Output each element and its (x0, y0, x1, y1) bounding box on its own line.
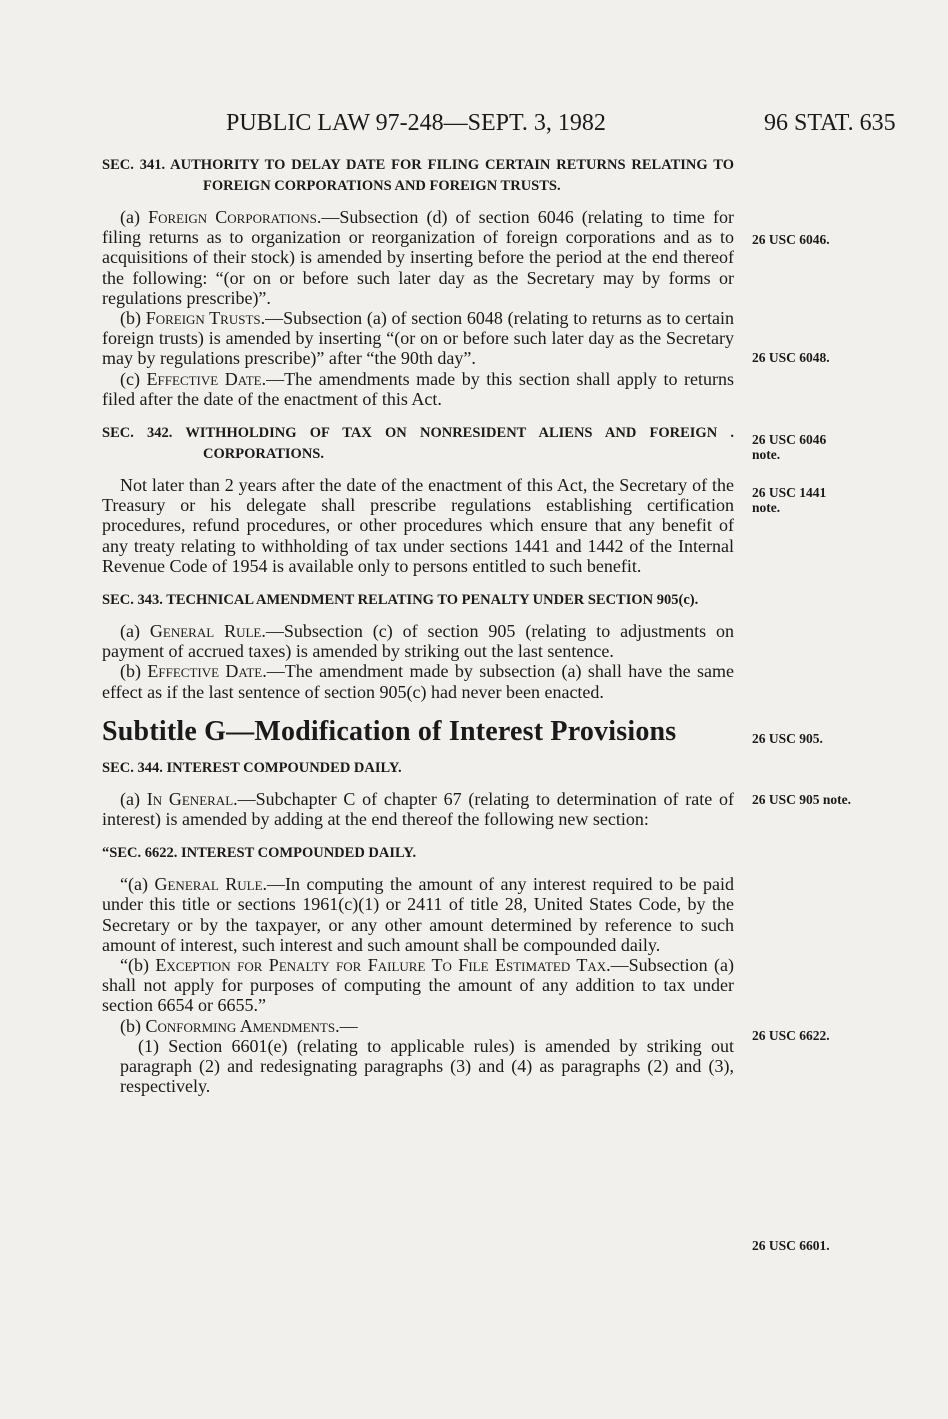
margin-note-26-usc-6048: 26 USC 6048. (752, 350, 830, 365)
page-header-title: PUBLIC LAW 97-248—SEPT. 3, 1982 (226, 110, 606, 136)
sec-341-c: (c) Effective Date.—The amendments made by this section shall apply to returns filed after the date of the enactment of this Act. (102, 368, 735, 409)
sec-343-b: (b) Effective Date.—The amendment made by subsection (a) shall have the same effect as if the last sentence of section 905(c) had never been enacted. (102, 661, 734, 702)
sec-343-heading: SEC. 343. TECHNICAL AMENDMENT RELATING TO PENALTY UNDER SECTION 905(c). (102, 592, 699, 609)
sec-341-a: (a) Foreign Corporations.—Subsection (d) of section 6046 (relating to time for filing returns as to organization or reorganization of foreign corporations and as to acquisitions of their stock) is amended by inserting before the period at the end thereof the following: “(or on or before such later day as the Secretary may by forms or regulations prescribe)”. (102, 207, 735, 308)
margin-note-26-usc-6046-note: 26 USC 6046 note. (752, 432, 827, 462)
sec-344-heading: SEC. 344. INTEREST COMPOUNDED DAILY. (102, 759, 402, 776)
margin-note-26-usc-6601: 26 USC 6601. (752, 1238, 830, 1253)
subtitle-g-heading: Subtitle G—Modification of Interest Provisions (102, 715, 677, 747)
margin-note-26-usc-1441-note: 26 USC 1441 note. (752, 485, 827, 515)
sec-344-a: (a) In General.—Subchapter C of chapter 67 (relating to determination of rate of interest) is amended by adding at the end thereof the following new section: (102, 788, 734, 830)
sec-6622-heading: “SEC. 6622. INTEREST COMPOUNDED DAILY. (102, 845, 417, 862)
sec-341-heading: SEC. 341. AUTHORITY TO DELAY DATE FOR FILING CERTAIN RETURNS RELATING TO FOREIGN CORPORATIONS AND FOREIGN TRUSTS. (102, 157, 734, 194)
main-text-column (102, 155, 734, 1097)
sec-343-a: (a) General Rule.—Subsection (c) of section 905 (relating to adjustments on payment of accrued taxes) is amended by striking out the last sentence. (102, 621, 734, 662)
sec-6622-a: “(a) General Rule.—In computing the amount of any interest required to be paid under this title or sections 1961(c)(1) or 2411 of title 28, United States Code, by the Secretary or by the taxpayer, or any other amount determined by reference to such amount of interest, such interest and such amount shall be compounded daily. (102, 874, 735, 955)
margin-note-26-usc-905-note: 26 USC 905 note. (752, 792, 852, 807)
page-header-stat: 96 STAT. 635 (764, 110, 896, 136)
sec-6622-b: “(b) Exception for Penalty for Failure To File Estimated Tax.—Subsection (a) shall not apply for purposes of computing the amount of any addition to tax under section 6654 or 6655.” (102, 955, 734, 1016)
sec-344-b: (b) Conforming Amendments.— (120, 1015, 358, 1036)
sec-341-b: (b) Foreign Trusts.—Subsection (a) of section 6048 (relating to returns as to certain foreign trusts) is amended by inserting “(or on or before such later day as the Secretary may by regulations prescribe)” after “the 90th day”. (102, 308, 734, 369)
sec-342-heading: SEC. 342. WITHHOLDING OF TAX ON NONRESIDENT ALIENS AND FOREIGN . CORPORATIONS. (102, 425, 734, 463)
sec-342-body: Not later than 2 years after the date of the enactment of this Act, the Secretary of the Treasury or his delegate shall prescribe regulations establishing certification procedures, refund procedures, or other procedures which ensure that any benefit of any treaty relating to withholding of tax under sections 1441 and 1442 of the Internal Revenue Code of 1954 is available only to persons entitled to such benefit. (102, 475, 734, 576)
margin-note-26-usc-6046: 26 USC 6046. (752, 232, 830, 247)
sec-344-b-1: (1) Section 6601(e) (relating to applicable rules) is amended by striking out paragraph (2) and redesignating paragraphs (3) and (4) as paragraphs (2) and (3), respectively. (120, 1035, 734, 1097)
margin-note-26-usc-905: 26 USC 905. (752, 731, 823, 746)
margin-note-26-usc-6622: 26 USC 6622. (752, 1028, 830, 1043)
